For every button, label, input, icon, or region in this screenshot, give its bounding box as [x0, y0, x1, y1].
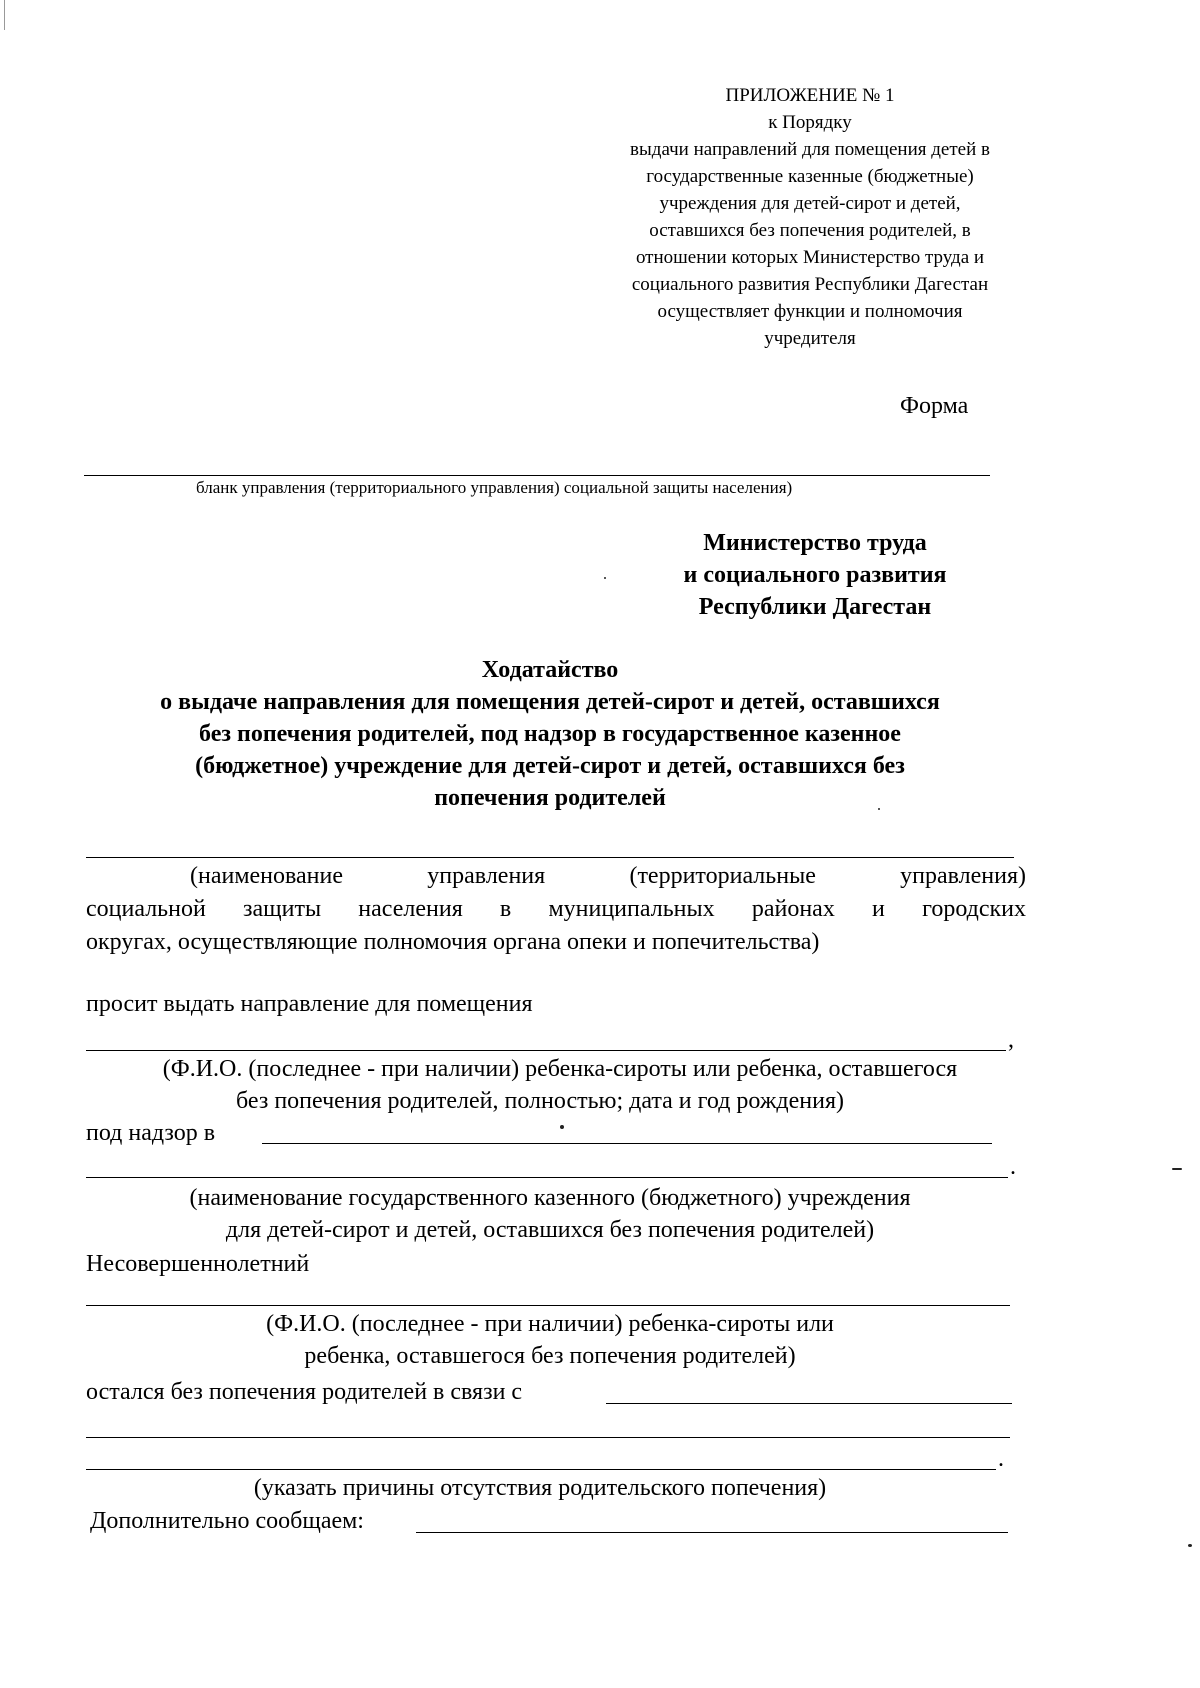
institution-line-period: .	[1010, 1154, 1016, 1180]
supervision-label: под надзор в	[86, 1120, 216, 1146]
reason-line-1	[606, 1403, 1012, 1404]
scan-speck	[560, 1125, 564, 1129]
document-title	[80, 654, 1020, 814]
institution-name-line	[86, 1177, 1008, 1178]
child-line-comma: ,	[1008, 1027, 1014, 1053]
child-caption	[80, 1053, 1040, 1117]
addressee-block	[600, 527, 1030, 623]
title-line: без попечения родителей, под надзор в государственное казенное	[199, 721, 901, 747]
title-heading: Ходатайство	[481, 657, 619, 683]
appendix-line: оставшихся без попечения родителей, в	[649, 220, 971, 241]
institution-caption-line: для детей-сирот и детей, оставшихся без попечения родителей)	[225, 1217, 875, 1243]
minor-label: Несовершеннолетний	[86, 1251, 310, 1277]
form-label: Форма	[900, 393, 969, 419]
appendix-header	[560, 82, 1060, 352]
scan-speck	[1172, 1168, 1182, 1170]
institution-caption	[80, 1182, 1020, 1246]
request-text: просит выдать направление для помещения	[86, 991, 533, 1017]
org-caption-line: округах, осуществляющие полномочия органа опеки и попечительства)	[86, 929, 820, 955]
appendix-line: государственные казенные (бюджетные)	[646, 166, 974, 187]
additional-line	[416, 1532, 1008, 1533]
minor-name-line	[86, 1305, 1010, 1306]
org-caption	[86, 860, 1026, 959]
reason-line-2	[86, 1437, 1010, 1438]
scan-speck	[604, 577, 606, 579]
minor-caption-line: (Ф.И.О. (последнее - при наличии) ребенка-сироты или	[266, 1311, 834, 1337]
org-caption-line: социальной защиты населения в муниципальных районах и городских	[86, 896, 1026, 922]
letterhead-caption: бланк управления (территориального управления) социальной защиты населения)	[196, 478, 793, 497]
minor-caption-line: ребенка, оставшегося без попечения родителей)	[304, 1343, 796, 1369]
additional-label: Дополнительно сообщаем:	[90, 1508, 364, 1534]
appendix-line: выдачи направлений для помещения детей в	[630, 139, 990, 160]
org-caption-line: (наименование управления (территориальные управления)	[190, 863, 1026, 889]
supervision-line	[262, 1143, 992, 1144]
scan-speck	[1188, 1544, 1192, 1547]
institution-caption-line: (наименование государственного казенного (бюджетного) учреждения	[189, 1185, 911, 1211]
reason-label: остался без попечения родителей в связи с	[86, 1379, 523, 1405]
title-line: о выдаче направления для помещения детей-сирот и детей, оставшихся	[160, 689, 940, 715]
reason-caption: (указать причины отсутствия родительского попечения)	[253, 1475, 827, 1501]
child-caption-line: (Ф.И.О. (последнее - при наличии) ребенка-сироты или ребенка, оставшегося	[162, 1056, 958, 1082]
appendix-line: учреждения для детей-сирот и детей,	[659, 193, 961, 214]
appendix-line: осуществляет функции и полномочия	[657, 301, 963, 322]
appendix-line: ПРИЛОЖЕНИЕ № 1	[725, 85, 895, 106]
addressee-line: и социального развития	[683, 562, 947, 588]
appendix-line: социального развития Республики Дагестан	[631, 274, 989, 295]
scan-edge	[4, 0, 5, 30]
title-line: (бюджетное) учреждение для детей-сирот и детей, оставшихся без	[195, 753, 905, 779]
appendix-line: отношении которых Министерство труда и	[635, 247, 985, 268]
appendix-line: учредителя	[764, 328, 856, 349]
addressee-line: Республики Дагестан	[698, 594, 932, 620]
org-name-line	[86, 857, 1014, 858]
minor-caption	[150, 1308, 950, 1372]
appendix-line: к Порядку	[768, 112, 852, 133]
letterhead-line	[84, 475, 990, 476]
addressee-line: Министерство труда	[703, 530, 927, 556]
child-name-line	[86, 1050, 1006, 1051]
child-caption-line: без попечения родителей, полностью; дата и год рождения)	[236, 1088, 844, 1114]
scan-speck	[878, 808, 880, 810]
title-line: попечения родителей	[434, 785, 666, 811]
reason-line-3	[86, 1469, 996, 1470]
reason-line-period: .	[998, 1446, 1004, 1472]
